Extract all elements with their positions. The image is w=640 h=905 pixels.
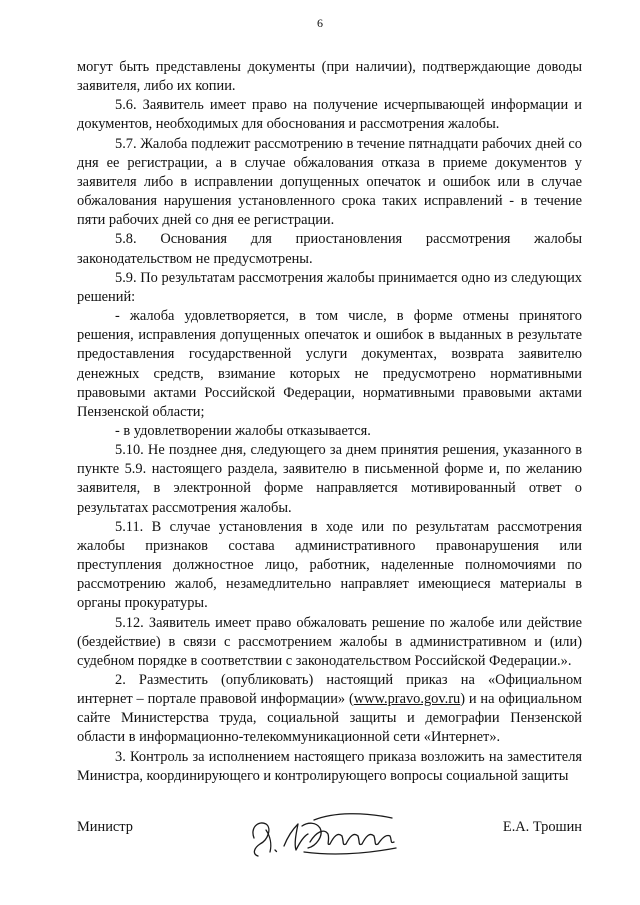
paragraph-5-10: 5.10. Не позднее дня, следующего за днем принятия решения, указанного в пункте 5.9. настоящего раздела, заявителю в письменной форме и, по желанию заявителя, в электронной форме направляется мотивированный ответ о результатах рассмотрения жалобы. <box>77 442 582 516</box>
pravo-gov-link[interactable]: www.pravo.gov.ru <box>353 691 461 708</box>
paragraph-2-publication <box>77 671 582 748</box>
paragraph-5-9-option-1: - жалоба удовлетворяется, в том числе, в форме отмены принятого решения, исправления допущенных опечаток и ошибок в выданных в результате предоставления государственной услуги документах, возврата заявителю денежных средств, взимание которых не предусмотрено нормативными правовыми актами Российской Федерации, нормативными правовыми актами Пензенской области; <box>77 308 582 420</box>
handwritten-signature <box>244 806 404 866</box>
page-number: 6 <box>317 16 323 30</box>
publication-text-after: ) и на официальном сайте Министерства труда, социальной защиты и демографии Пензенской области в информационно-телекоммуникационной сети «Интернет». <box>77 691 582 746</box>
paragraph-5-9: 5.9. По результатам рассмотрения жалобы принимается одно из следующих решений: <box>77 269 582 305</box>
paragraph-5-12: 5.12. Заявитель имеет право обжаловать решение по жалобе или действие (бездействие) в связи с рассмотрением жалобы в административном и (или) судебном порядке в соответствии с законодательством Российской Федерации.». <box>77 614 582 669</box>
signatory-name: Е.А. Трошин <box>502 819 582 835</box>
paragraph-5-11: 5.11. В случае установления в ходе или по результатам рассмотрения жалобы признаков состава административного правонарушения или преступления должностное лицо, работник, наделенные полномочиями по рассмотрению жалоб, незамедлительно направляет имеющиеся материалы в органы прокуратуры. <box>77 518 582 612</box>
publication-text-before: 2. Разместить (опубликовать) настоящий приказ на «Официальном интернет – портале правовой информации» ( <box>77 672 582 708</box>
paragraph-5-7: 5.7. Жалоба подлежит рассмотрению в течение пятнадцати рабочих дней со дня ее регистрации, а в случае обжалования отказа в приеме документов у заявителя либо в исправлении допущенных опечаток и ошибок или в случае обжалования нарушения установленного срока таких исправлений - в течение пяти рабочих дней со дня ее регистрации. <box>77 135 582 229</box>
document-body <box>77 58 582 786</box>
signatory-role: Министр <box>77 819 133 835</box>
paragraph-5-6: 5.6. Заявитель имеет право на получение исчерпывающей информации и документов, необходимых для обоснования и рассмотрения жалобы. <box>77 97 582 133</box>
paragraph-continuation: могут быть представлены документы (при наличии), подтверждающие доводы заявителя, либо их копии. <box>77 59 582 95</box>
paragraph-3-control: 3. Контроль за исполнением настоящего приказа возложить на заместителя Министра, координирующего и контролирующего вопросы социальной защиты <box>77 748 582 784</box>
paragraph-5-8: 5.8. Основания для приостановления рассмотрения жалобы законодательством не предусмотрены. <box>77 231 582 267</box>
paragraph-5-9-option-2: - в удовлетворении жалобы отказывается. <box>115 422 371 439</box>
